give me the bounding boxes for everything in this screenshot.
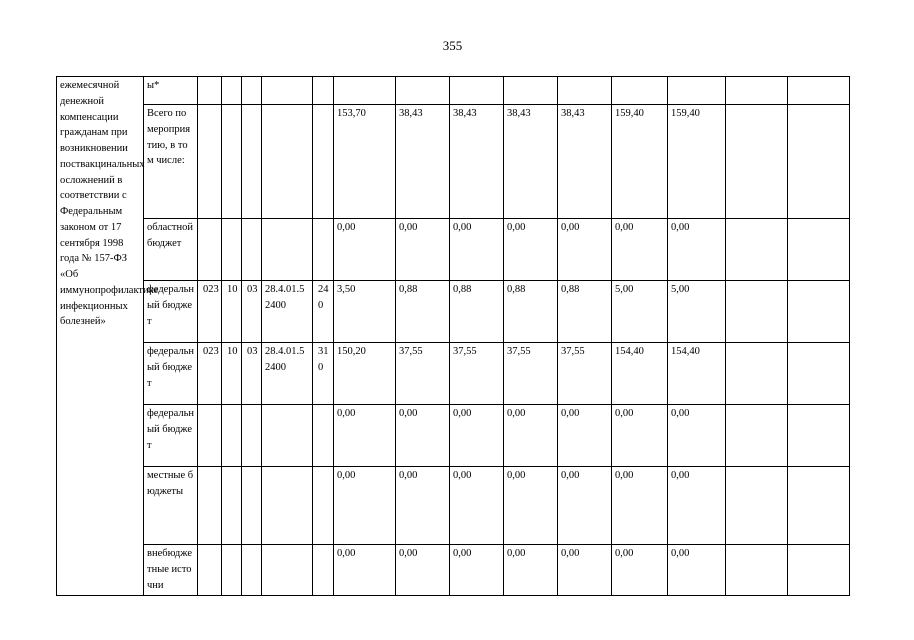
amount-cell: 0,00 [450, 467, 504, 545]
empty-cell [788, 405, 850, 467]
amount-cell [612, 77, 668, 105]
amount-cell: 0,00 [668, 219, 726, 281]
amount-cell [558, 77, 612, 105]
pr-code-cell: 03 [242, 343, 262, 405]
csr-code-cell [262, 545, 313, 596]
csr-code-cell [262, 219, 313, 281]
amount-cell [334, 77, 396, 105]
amount-cell: 0,00 [668, 405, 726, 467]
amount-cell: 0,00 [334, 219, 396, 281]
grbs-code-cell [198, 105, 222, 219]
vr-code-cell [313, 405, 334, 467]
amount-cell [504, 77, 558, 105]
funding-source-cell: Всего по мероприятию, в том числе: [144, 105, 198, 219]
table-row [57, 281, 914, 343]
table-row [57, 405, 914, 467]
amount-cell: 0,00 [334, 545, 396, 596]
pr-code-cell [242, 467, 262, 545]
amount-cell: 0,00 [396, 467, 450, 545]
amount-cell: 154,40 [668, 343, 726, 405]
funding-source-cell: областной бюджет [144, 219, 198, 281]
empty-cell [788, 545, 850, 596]
csr-code-cell: 28.4.01.52400 [262, 343, 313, 405]
budget-table [56, 76, 914, 596]
amount-cell: 0,00 [396, 405, 450, 467]
amount-cell: 0,00 [450, 405, 504, 467]
pr-code-cell [242, 77, 262, 105]
funding-source-cell: федеральный бюджет [144, 343, 198, 405]
amount-cell: 0,00 [558, 545, 612, 596]
funding-source-cell: внебюджетные источни [144, 545, 198, 596]
rz-code-cell [222, 219, 242, 281]
csr-code-cell [262, 77, 313, 105]
rz-code-cell: 10 [222, 281, 242, 343]
vr-code-cell [313, 105, 334, 219]
funding-source-cell: федеральный бюджет [144, 281, 198, 343]
amount-cell: 0,00 [612, 405, 668, 467]
amount-cell: 0,00 [558, 405, 612, 467]
amount-cell: 0,88 [504, 281, 558, 343]
amount-cell: 0,00 [450, 219, 504, 281]
amount-cell: 154,40 [612, 343, 668, 405]
amount-cell: 0,00 [396, 219, 450, 281]
vr-code-cell [313, 219, 334, 281]
amount-cell: 0,00 [334, 467, 396, 545]
amount-cell [396, 77, 450, 105]
amount-cell: 0,00 [504, 405, 558, 467]
empty-cell [788, 219, 850, 281]
pr-code-cell [242, 545, 262, 596]
amount-cell: 0,88 [558, 281, 612, 343]
amount-cell: 0,00 [668, 545, 726, 596]
grbs-code-cell [198, 545, 222, 596]
amount-cell: 38,43 [504, 105, 558, 219]
amount-cell: 159,40 [668, 105, 726, 219]
rz-code-cell [222, 467, 242, 545]
grbs-code-cell: 023 [198, 343, 222, 405]
amount-cell: 0,00 [504, 467, 558, 545]
pr-code-cell [242, 105, 262, 219]
empty-cell [726, 405, 788, 467]
grbs-code-cell [198, 405, 222, 467]
table-row [57, 219, 914, 281]
amount-cell: 0,00 [334, 405, 396, 467]
empty-cell [726, 467, 788, 545]
amount-cell [668, 77, 726, 105]
rz-code-cell [222, 545, 242, 596]
amount-cell: 3,50 [334, 281, 396, 343]
amount-cell: 0,00 [558, 467, 612, 545]
pr-code-cell [242, 405, 262, 467]
amount-cell: 0,00 [612, 219, 668, 281]
empty-cell [726, 77, 788, 105]
amount-cell: 0,00 [504, 219, 558, 281]
grbs-code-cell: 023 [198, 281, 222, 343]
amount-cell: 0,00 [504, 545, 558, 596]
csr-code-cell: 28.4.01.52400 [262, 281, 313, 343]
funding-source-cell: ы* [144, 77, 198, 105]
amount-cell: 150,20 [334, 343, 396, 405]
amount-cell: 0,88 [396, 281, 450, 343]
event-description-cell: ежемесячной денежной компенсации гражданам при возникновении поствакцинальных осложнений в соответствии с Федеральным законом от 17 сентября 1998 года № 157-ФЗ «Об иммунопрофилактике инфекционных болезней» [57, 77, 144, 596]
vr-code-cell [313, 545, 334, 596]
pr-code-cell: 03 [242, 281, 262, 343]
empty-cell [726, 281, 788, 343]
amount-cell: 0,00 [450, 545, 504, 596]
amount-cell: 0,00 [396, 545, 450, 596]
amount-cell: 159,40 [612, 105, 668, 219]
funding-source-cell: местные бюджеты [144, 467, 198, 545]
amount-cell: 0,00 [612, 545, 668, 596]
empty-cell [788, 467, 850, 545]
grbs-code-cell [198, 467, 222, 545]
amount-cell [450, 77, 504, 105]
funding-source-cell: федеральный бюджет [144, 405, 198, 467]
vr-code-cell: 240 [313, 281, 334, 343]
rz-code-cell [222, 105, 242, 219]
rz-code-cell [222, 77, 242, 105]
amount-cell: 0,00 [668, 467, 726, 545]
table-row [57, 105, 914, 219]
empty-cell [788, 105, 850, 219]
pr-code-cell [242, 219, 262, 281]
amount-cell: 37,55 [396, 343, 450, 405]
rz-code-cell: 10 [222, 343, 242, 405]
amount-cell: 0,00 [558, 219, 612, 281]
empty-cell [726, 545, 788, 596]
table-row [57, 77, 914, 105]
empty-cell [726, 219, 788, 281]
vr-code-cell [313, 77, 334, 105]
amount-cell: 0,88 [450, 281, 504, 343]
grbs-code-cell [198, 219, 222, 281]
amount-cell: 5,00 [668, 281, 726, 343]
amount-cell: 153,70 [334, 105, 396, 219]
vr-code-cell [313, 467, 334, 545]
grbs-code-cell [198, 77, 222, 105]
amount-cell: 37,55 [504, 343, 558, 405]
vr-code-cell: 310 [313, 343, 334, 405]
empty-cell [788, 77, 850, 105]
csr-code-cell [262, 467, 313, 545]
amount-cell: 5,00 [612, 281, 668, 343]
table-row [57, 545, 914, 596]
amount-cell: 37,55 [558, 343, 612, 405]
empty-cell [726, 105, 788, 219]
rz-code-cell [222, 405, 242, 467]
amount-cell: 38,43 [450, 105, 504, 219]
amount-cell: 38,43 [558, 105, 612, 219]
amount-cell: 37,55 [450, 343, 504, 405]
amount-cell: 0,00 [612, 467, 668, 545]
table-row [57, 343, 914, 405]
amount-cell: 38,43 [396, 105, 450, 219]
empty-cell [726, 343, 788, 405]
csr-code-cell [262, 105, 313, 219]
table-row [57, 467, 914, 545]
csr-code-cell [262, 405, 313, 467]
page-number: 355 [442, 38, 463, 53]
empty-cell [788, 281, 850, 343]
empty-cell [788, 343, 850, 405]
